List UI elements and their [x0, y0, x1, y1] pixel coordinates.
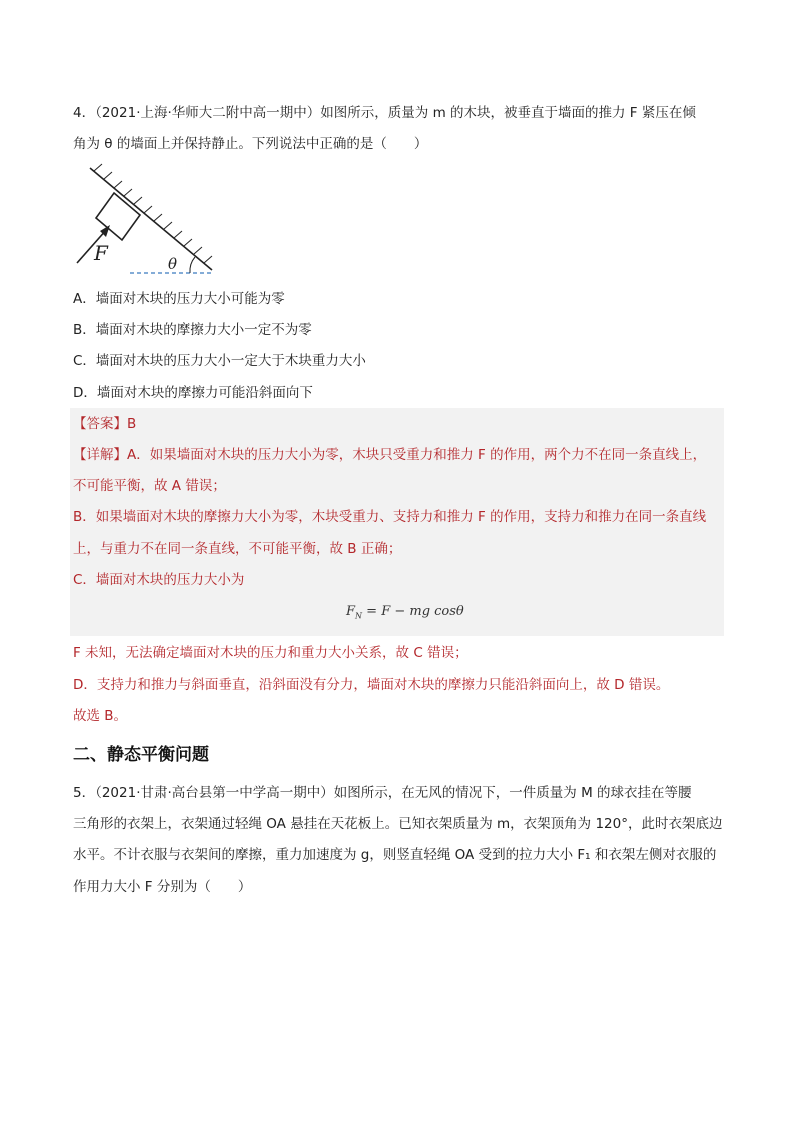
answer-detail-line2: 不可能平衡，故 A 错误； — [73, 478, 226, 494]
q5-stem-line3: 水平。不计衣服与衣架间的摩擦，重力加速度为 g，则竖直轻绳 OA 受到的拉力大小 F₁ 和衣架左侧对衣服的 — [73, 847, 717, 863]
q4-option-d: D．墙面对木块的摩擦力可能沿斜面向下 — [73, 385, 313, 401]
answer-detail-line5: C．墙面对木块的压力大小为 — [73, 572, 245, 588]
angle-arc — [190, 257, 195, 273]
q5-stem-line2: 三角形的衣架上，衣架通过轻绳 OA 悬挂在天花板上。已知衣架质量为 m，衣架顶角为 120°，此时衣架底边 — [73, 816, 723, 832]
q4-option-a: A．墙面对木块的压力大小可能为零 — [73, 291, 285, 307]
formula: $F_N = F$ − mg cosθ — [346, 604, 464, 621]
force-label: F — [94, 241, 108, 265]
section-heading: 二、静态平衡问题 — [73, 745, 209, 765]
answer-detail-line3: B．如果墙面对木块的摩擦力大小为零，木块受重力、支持力和推力 F 的作用，支持力和推力在同一条直线 — [73, 509, 707, 525]
answer-detail-line6: F 未知，无法确定墙面对木块的压力和重力大小关系，故 C 错误； — [73, 645, 468, 661]
answer-detail-line8: 故选 B。 — [73, 708, 128, 724]
q4-stem-line1: 4．（2021·上海·华师大二附中高一期中）如图所示，质量为 m 的木块，被垂直于墙面的推力 F 紧压在倾 — [73, 105, 696, 121]
answer-label: 【答案】B — [73, 416, 137, 432]
answer-detail-line7: D．支持力和推力与斜面垂直，沿斜面没有分力，墙面对木块的摩擦力只能沿斜面向上，故 D 错误。 — [73, 677, 670, 693]
q4-option-c: C．墙面对木块的压力大小一定大于木块重力大小 — [73, 353, 366, 369]
angle-label: θ — [168, 255, 178, 273]
answer-detail-line1: 【详解】A．如果墙面对木块的压力大小为零，木块只受重力和推力 F 的作用，两个力不在同一条直线上， — [73, 447, 707, 463]
incline-figure — [72, 163, 217, 278]
q4-stem-line2: 角为 θ 的墙面上并保持静止。下列说法中正确的是（ ） — [73, 136, 428, 152]
q4-option-b: B．墙面对木块的摩擦力大小一定不为零 — [73, 322, 312, 338]
answer-detail-line4: 上，与重力不在同一条直线，不可能平衡，故 B 正确； — [73, 541, 402, 557]
q5-stem-line1: 5．（2021·甘肃·高台县第一中学高一期中）如图所示，在无风的情况下，一件质量为 M 的球衣挂在等腰 — [73, 785, 692, 801]
q5-stem-line4: 作用力大小 F 分别为（ ） — [73, 879, 252, 895]
